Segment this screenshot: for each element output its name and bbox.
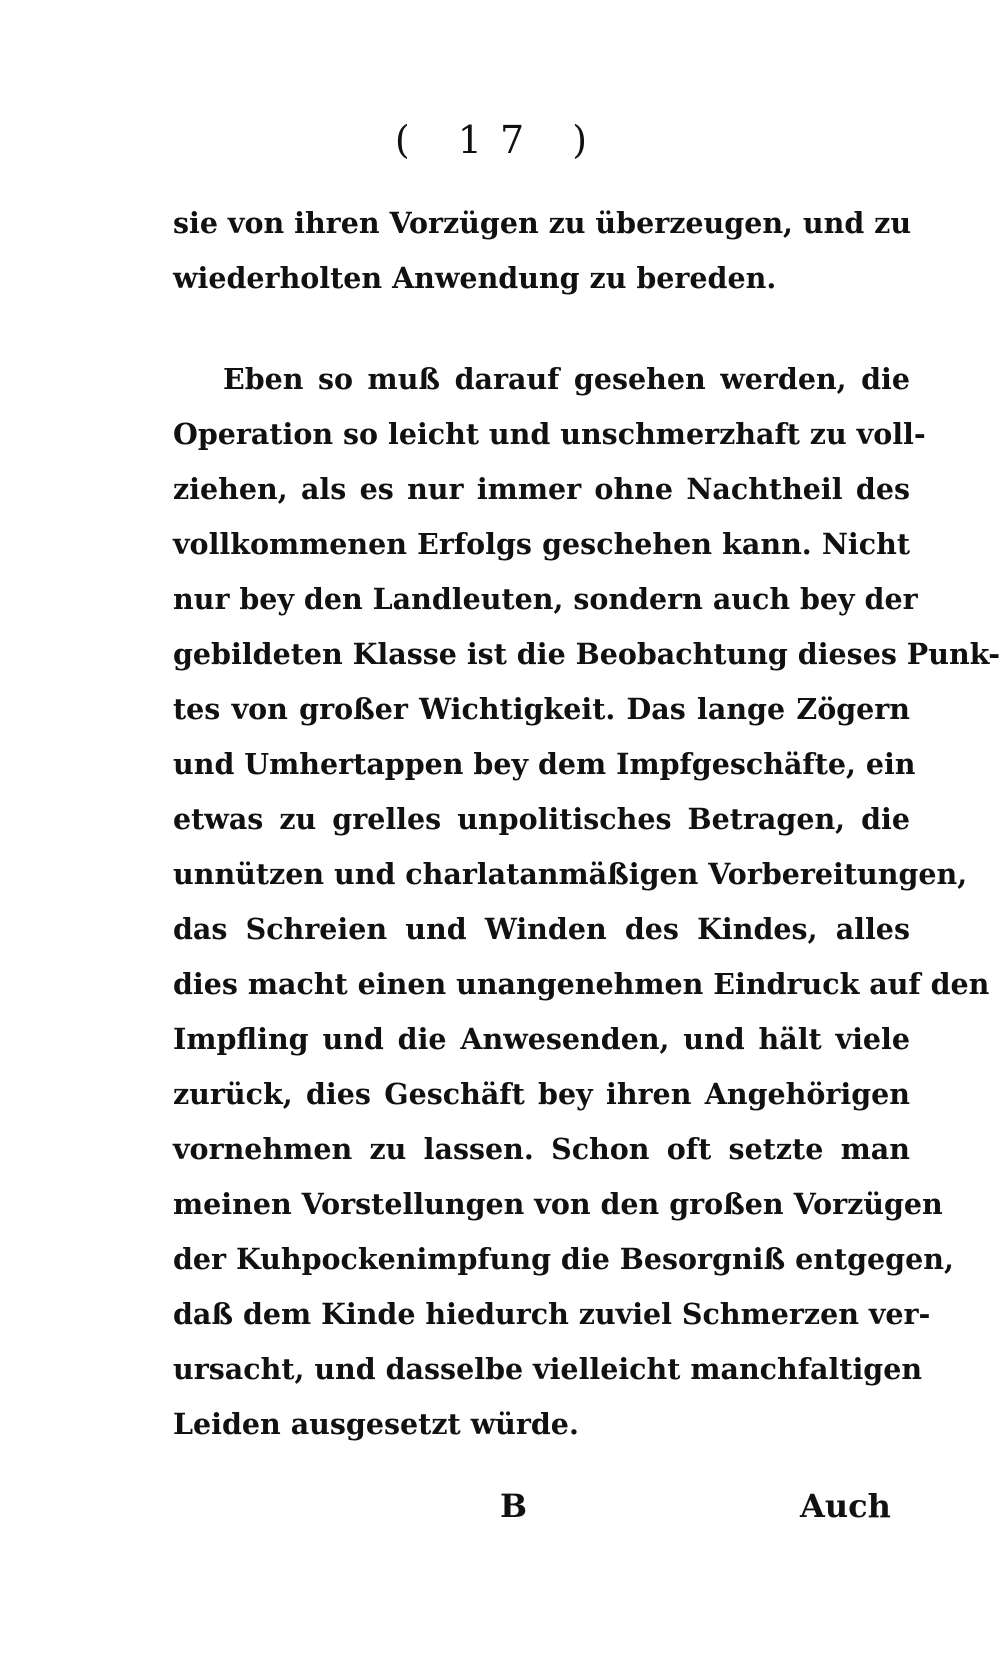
text-line: Impfling und die Anwesenden, und hält viele [173,1022,910,1056]
catchword: Auch [800,1487,891,1525]
page-footer [0,1487,1000,1537]
text-line: vollkommenen Erfolgs geschehen kann. Nicht [173,527,910,561]
text-line: nur bey den Landleuten, sondern auch bey der [173,582,918,616]
signature-mark: B [500,1487,528,1525]
text-line: zurück, dies Geschäft bey ihren Angehörigen [173,1077,910,1111]
text-line: daß dem Kinde hiedurch zuviel Schmerzen ver- [173,1297,931,1331]
paragraph-2 [173,352,1000,1452]
text-line: tes von großer Wichtigkeit. Das lange Zögern [173,692,910,726]
text-line: unnützen und charlatanmäßigen Vorbereitungen, [173,857,968,891]
text-line: der Kuhpockenimpfung die Besorgniß entgegen, [173,1242,954,1276]
text-line: Leiden ausgesetzt würde. [173,1407,579,1441]
text-line: das Schreien und Winden des Kindes, alles [173,912,910,946]
text-line: wiederholten Anwendung zu bereden. [173,261,777,295]
text-line: dies macht einen unangenehmen Eindruck auf den [173,967,990,1001]
text-line: Eben so muß darauf gesehen werden, die [223,362,910,396]
page-number: ( 17 ) [394,118,606,162]
text-line: Operation so leicht und unschmerzhaft zu voll- [173,417,926,451]
text-line: etwas zu grelles unpolitisches Betragen, die [173,802,910,836]
text-line: gebildeten Klasse ist die Beobachtung dieses Punk- [173,637,1000,671]
text-line: vornehmen zu lassen. Schon oft setzte man [173,1132,910,1166]
paragraph-1 [173,196,910,306]
text-line: ziehen, als es nur immer ohne Nachtheil des [173,472,910,506]
text-line: meinen Vorstellungen von den großen Vorzügen [173,1187,943,1221]
text-line: und Umhertappen bey dem Impfgeschäfte, ein [173,747,916,781]
text-line: sie von ihren Vorzügen zu überzeugen, und zu [173,206,912,240]
text-line: ursacht, und dasselbe vielleicht manchfaltigen [173,1352,923,1386]
